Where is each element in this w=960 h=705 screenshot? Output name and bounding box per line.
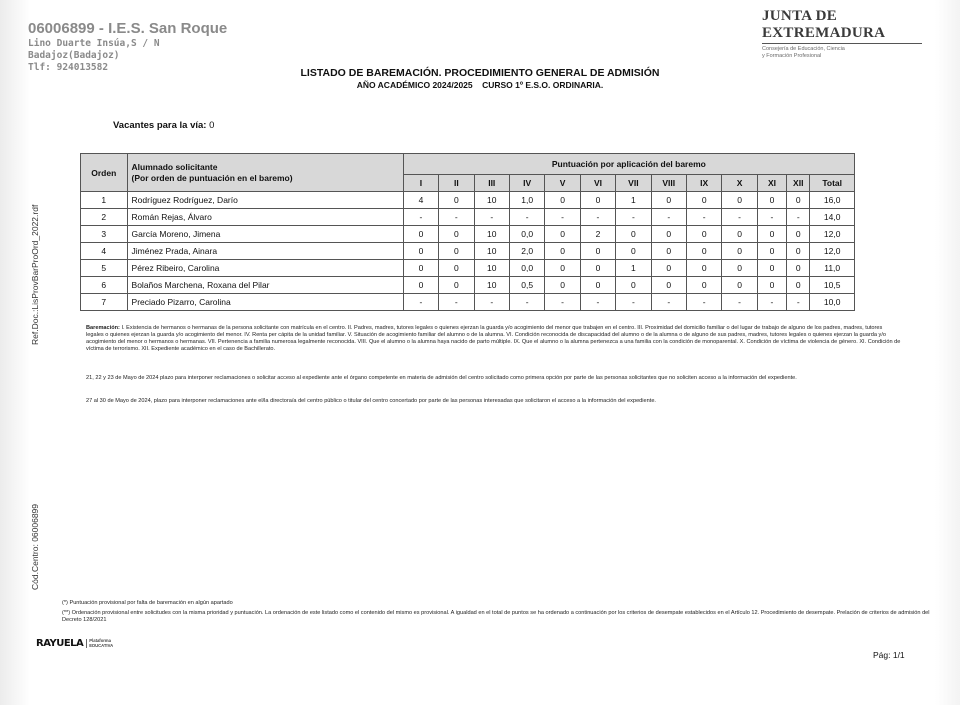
- row-score: 2: [580, 226, 615, 243]
- row-score: -: [474, 294, 509, 311]
- row-score: 1: [616, 260, 651, 277]
- row-score: 0,5: [509, 277, 544, 294]
- row-score: 0: [722, 243, 757, 260]
- row-score: 0: [439, 277, 474, 294]
- row-score: -: [509, 294, 544, 311]
- row-score: -: [439, 209, 474, 226]
- score-column-header: II: [439, 175, 474, 192]
- row-score: 0: [651, 192, 686, 209]
- row-score: 0: [686, 192, 721, 209]
- row-order: 6: [81, 277, 128, 294]
- row-total: 12,0: [810, 226, 855, 243]
- row-score: 10: [474, 226, 509, 243]
- row-score: 0: [403, 260, 438, 277]
- platform-line-2: EDUCATIVA: [89, 642, 114, 648]
- row-score: 0,0: [509, 260, 544, 277]
- score-column-header: VII: [616, 175, 651, 192]
- center-address: Lino Duarte Insúa,S / N: [28, 38, 160, 49]
- row-score: -: [403, 294, 438, 311]
- row-score: 0: [580, 243, 615, 260]
- row-order: 7: [81, 294, 128, 311]
- score-header: Puntuación por aplicación del baremo: [403, 154, 854, 175]
- row-score: 0: [686, 277, 721, 294]
- doc-reference: Ref.Doc.:LisProvBarProOrd_2022.rdf: [30, 204, 40, 345]
- row-score: 0: [651, 277, 686, 294]
- score-column-header: XI: [757, 175, 786, 192]
- score-column-header: Total: [810, 175, 855, 192]
- footnote-2: (**) Ordenación provisional entre solicitudes con la misma prioridad y puntuación. La ordenación de este listado como el contenido del mismo es provisional. A igualdad en el total de puntos se ha ordenado a continuación por los criterios de desempate establecidos en el Artículo 12. Procedimiento de desempate. Prelación de criterios de admisión del Decreto 128/2021: [62, 610, 930, 623]
- table-row: [81, 192, 855, 209]
- logo-name: JUNTA DE EXTREMADURA: [762, 8, 922, 44]
- row-order: 5: [81, 260, 128, 277]
- platform-name: RAYUELA: [36, 638, 84, 649]
- row-score: -: [616, 294, 651, 311]
- score-column-header: V: [545, 175, 580, 192]
- center-phone: Tlf: 924013582: [28, 62, 109, 73]
- row-score: 0: [580, 277, 615, 294]
- row-score: -: [722, 294, 757, 311]
- row-score: 0: [616, 277, 651, 294]
- score-column-header: VI: [580, 175, 615, 192]
- row-score: -: [686, 209, 721, 226]
- row-score: 0: [686, 260, 721, 277]
- logo-sub-2: y Formación Profesional: [762, 53, 822, 59]
- score-column-header: IX: [686, 175, 721, 192]
- row-score: 0: [439, 243, 474, 260]
- row-student-name: Preciado Pizarro, Carolina: [127, 294, 403, 311]
- claims-period-2: 27 al 30 de Mayo de 2024, plazo para interponer reclamaciones ante el/la directora/a del centro público o titular del centro concertado por parte de las personas interesadas que solicitaron el acceso a la información del expediente.: [86, 398, 656, 404]
- platform-tag: [86, 639, 113, 649]
- row-score: 0: [787, 277, 810, 294]
- table-row: [81, 226, 855, 243]
- row-order: 4: [81, 243, 128, 260]
- table-row: [81, 243, 855, 260]
- row-order: 2: [81, 209, 128, 226]
- row-score: -: [686, 294, 721, 311]
- row-order: 1: [81, 192, 128, 209]
- document-subtitle: AÑO ACADÉMICO 2024/2025 CURSO 1º E.S.O. ORDINARIA.: [356, 80, 604, 90]
- order-header: Orden: [81, 154, 128, 192]
- centre-code-side: Cód.Centro: 06006899: [30, 503, 40, 590]
- row-score: -: [439, 294, 474, 311]
- table-row: [81, 260, 855, 277]
- score-column-header: I: [403, 175, 438, 192]
- footnote-1: (*) Puntuación provisional por falta de baremación en algún apartado: [62, 600, 233, 606]
- row-score: 0: [722, 260, 757, 277]
- row-score: 0: [545, 277, 580, 294]
- row-score: 0: [722, 226, 757, 243]
- row-score: 1: [616, 192, 651, 209]
- student-header-line-1: Alumnado solicitante: [131, 161, 218, 172]
- row-score: 0: [545, 243, 580, 260]
- row-total: 14,0: [810, 209, 855, 226]
- row-score: -: [651, 294, 686, 311]
- row-score: 0: [651, 243, 686, 260]
- row-score: 0: [787, 243, 810, 260]
- row-score: 0: [757, 226, 786, 243]
- row-score: 0: [787, 260, 810, 277]
- row-total: 11,0: [810, 260, 855, 277]
- row-student-name: Rodríguez Rodríguez, Darío: [127, 192, 403, 209]
- document-title: LISTADO DE BAREMACIÓN. PROCEDIMIENTO GENERAL DE ADMISIÓN: [300, 67, 660, 79]
- row-score: 10: [474, 243, 509, 260]
- row-score: 4: [403, 192, 438, 209]
- rayuela-logo: [36, 638, 113, 649]
- vacancies-value: 0: [209, 120, 215, 131]
- row-score: -: [787, 294, 810, 311]
- center-code: 06006899 - I.E.S. San Roque: [28, 20, 228, 37]
- row-order: 3: [81, 226, 128, 243]
- row-score: -: [580, 209, 615, 226]
- table-row: [81, 209, 855, 226]
- row-score: -: [474, 209, 509, 226]
- row-total: 10,5: [810, 277, 855, 294]
- claims-period-1: 21, 22 y 23 de Mayo de 2024 plazo para interponer reclamaciones o solicitar acceso al expediente ante el órgano competente en materia de admisión del centro solicitado como primera opción por parte de las personas solicitantes que no soliciten acceso a la información del expediente.: [86, 375, 797, 381]
- baremacion-legend: [86, 325, 901, 353]
- row-score: -: [616, 209, 651, 226]
- vacancies: [113, 120, 214, 131]
- row-score: -: [580, 294, 615, 311]
- row-student-name: Pérez Ribeiro, Carolina: [127, 260, 403, 277]
- row-score: 0: [757, 243, 786, 260]
- row-score: 0,0: [509, 226, 544, 243]
- row-total: 10,0: [810, 294, 855, 311]
- row-score: 0: [545, 226, 580, 243]
- baremacion-legend-label: Baremación:: [86, 325, 120, 331]
- logo-sub-1: Consejería de Educación, Ciencia: [762, 46, 845, 52]
- row-score: 0: [616, 243, 651, 260]
- row-score: 0: [545, 260, 580, 277]
- baremacion-table: [80, 153, 855, 311]
- baremacion-legend-text: I. Existencia de hermanos o hermanas de la persona solicitante con matrícula en el centro. II. Padres, madres, tutores legales o quienes ejerzan la guarda y/o acogimiento del menor que trabajen en el centro. III. Proximidad del domicilio familiar o del lugar de trabajo de alguno de los padres, madres, tutores legales o quienes ejerzan la guarda y/o acogimiento del menor. IV. Renta per cápita de la unidad familiar. V. Situación de acogimiento familiar del alumno o de la alumna. VI. Condición reconocida de discapacidad del alumno o de la alumna o de alguno de sus padres, madres, tutores legales o quienes ejerzan la guarda y/o acogimiento del menor o hermanos o hermanas. VII. Pertenencia a familia numerosa legalmente reconocida. VIII. Que el alumno o la alumna haya nacido de parto múltiple. IX. Que el alumno o la alumna pertenezca a una familia con la condición de monoparental. X. Condición de víctima de violencia de género. XI. Condición de víctima de terrorismo. XII. Expediente académico en el caso de Bachillerato.: [86, 325, 901, 352]
- student-header: [127, 154, 403, 192]
- row-score: 0: [722, 192, 757, 209]
- student-header-line-2: (Por orden de puntuación en el baremo): [131, 172, 293, 183]
- row-score: 10: [474, 192, 509, 209]
- score-column-header: X: [722, 175, 757, 192]
- row-score: -: [545, 209, 580, 226]
- row-score: 0: [580, 260, 615, 277]
- row-score: 0: [722, 277, 757, 294]
- row-score: 0: [439, 192, 474, 209]
- row-student-name: García Moreno, Jimena: [127, 226, 403, 243]
- row-score: 10: [474, 260, 509, 277]
- row-score: 0: [545, 192, 580, 209]
- center-city: Badajoz(Badajoz): [28, 50, 120, 61]
- row-score: 10: [474, 277, 509, 294]
- score-column-header: VIII: [651, 175, 686, 192]
- row-score: 1,0: [509, 192, 544, 209]
- table-row: [81, 294, 855, 311]
- row-score: -: [757, 209, 786, 226]
- row-student-name: Jiménez Prada, Ainara: [127, 243, 403, 260]
- page-number: Pág: 1/1: [873, 650, 905, 660]
- row-student-name: Bolaños Marchena, Roxana del Pilar: [127, 277, 403, 294]
- score-column-header: III: [474, 175, 509, 192]
- row-score: 0: [439, 260, 474, 277]
- row-score: 0: [757, 277, 786, 294]
- row-score: 0: [403, 277, 438, 294]
- row-score: 0: [787, 226, 810, 243]
- score-column-header: IV: [509, 175, 544, 192]
- row-score: -: [509, 209, 544, 226]
- row-score: -: [757, 294, 786, 311]
- row-score: 2,0: [509, 243, 544, 260]
- row-score: 0: [686, 226, 721, 243]
- row-total: 12,0: [810, 243, 855, 260]
- row-score: -: [403, 209, 438, 226]
- table-row: [81, 277, 855, 294]
- row-score: 0: [439, 226, 474, 243]
- score-column-header: XII: [787, 175, 810, 192]
- row-score: 0: [616, 226, 651, 243]
- row-score: 0: [757, 260, 786, 277]
- vacancies-label: Vacantes para la vía:: [113, 120, 207, 131]
- row-score: -: [545, 294, 580, 311]
- row-score: 0: [686, 243, 721, 260]
- platform-line-1: Plataforma: [89, 637, 111, 643]
- row-score: 0: [580, 192, 615, 209]
- row-score: -: [722, 209, 757, 226]
- row-score: -: [651, 209, 686, 226]
- row-score: 0: [403, 243, 438, 260]
- row-score: 0: [403, 226, 438, 243]
- row-student-name: Román Rejas, Álvaro: [127, 209, 403, 226]
- row-score: 0: [651, 226, 686, 243]
- row-score: 0: [757, 192, 786, 209]
- junta-logo: [762, 8, 922, 60]
- row-score: -: [787, 209, 810, 226]
- row-score: 0: [787, 192, 810, 209]
- row-total: 16,0: [810, 192, 855, 209]
- row-score: 0: [651, 260, 686, 277]
